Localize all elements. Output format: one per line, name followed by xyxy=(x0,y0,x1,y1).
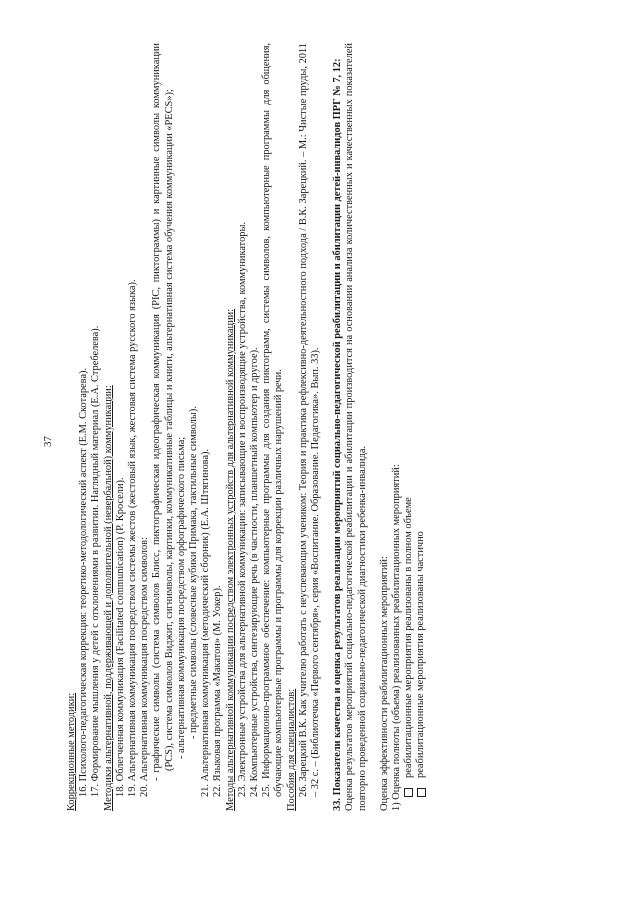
list-item-24: 24. Компьютерные устройства, синтезирующие речь (в частности, планшетный компьютер и другое). xyxy=(249,347,261,797)
list-item-22: 22. Языковая программа «Макатон» (М. Уокер). xyxy=(212,585,224,797)
checkbox-partial-label: реабилитационные мероприятия реализованы частично xyxy=(415,531,427,778)
list-item-25: 25. Информационно-программное обеспечение: компьютерные программы для создания пиктограмм, системы символов, компьютерные программы для общения, обучающие компьютерные программы и программы для коррекции различных нарушений речи. xyxy=(261,43,285,797)
checkbox-full[interactable] xyxy=(404,788,413,797)
list-item-17: 17. Формирование мышления у детей с отклонениями в развитии. Наглядный материал (Е.А. Стребелева). xyxy=(90,325,102,797)
checkbox-row-full xyxy=(403,43,415,811)
section-33-heading: 33. Показатели качества и оценка результатов реализации мероприятий социально-педагогической реабилитации и абилитации детей-инвалидов ПРГ № 7, 12: xyxy=(332,58,344,811)
completeness-item: 1) Оценка полноты (объема) реализованных реабилитационных мероприятий: xyxy=(391,464,403,811)
evaluation-paragraph: Оценка результатов мероприятий социально-педагогической реабилитации и абилитации производится на основании анализа количественных и качественных показателей повторно проведенной социально-педагогической диагностики ребенка-инвалида. xyxy=(344,43,368,811)
list-item-19: 19. Альтернативная коммуникация посредством системы жестов (жестовый язык, жестовая система русского языка). xyxy=(127,279,139,797)
list-item-23: 23. Электронные устройства для альтернативной коммуникации: записывающие и воспроизводящие устройства, коммуникаторы. xyxy=(236,221,248,797)
list-item-16: 16. Психолого-педагогическая коррекция: теоретико-методологический аспект (Е.М. Скотарева). xyxy=(78,367,90,797)
document-body xyxy=(66,43,428,811)
sub-item-graphic-symbols: - графические символы (система символов Блисс, пиктографическая идеографическая коммуникация (PIC, пиктограммы) и картинные символы коммуникации (PCS), система символов Виджит, сигнимволы, картинки, коммуникативные таблицы и книги, альтернативная система обучения коммуникации «PECS»); xyxy=(151,43,175,781)
list-item-20: 20. Альтернативная коммуникация посредством символов: xyxy=(139,537,151,797)
checkbox-partial[interactable] xyxy=(417,788,426,797)
sub-item-orthographic: - альтернативная коммуникация посредством орфографического письма; xyxy=(175,436,187,759)
section-heading-manuals: Пособия для специалистов: xyxy=(285,688,297,811)
section-heading-alternative: Методики альтернативной, поддерживающей и дополнительной (невербальной) коммуникации: xyxy=(102,385,114,811)
effectiveness-heading: Оценка эффективности реабилитационных мероприятий: xyxy=(378,556,390,811)
list-item-21: 21. Альтернативная коммуникация (методический сборник) (Е.А. Штягинова). xyxy=(200,448,212,797)
section-heading-electronic: Методы альтернативной коммуникации посредством электронных устройств для альтернативной коммуникации: xyxy=(224,308,236,811)
section-heading-correction: Коррекционные методики: xyxy=(66,692,77,811)
checkbox-full-label: реабилитационные мероприятия реализованы в полном объеме xyxy=(403,497,415,778)
sub-item-object-symbols: - предметные символы (словесные кубики Примака, тактильные символы). xyxy=(188,406,200,739)
page-number: 37 xyxy=(42,436,54,447)
list-item-26: 26. Зарецкий В.К. Как учителю работать с неуспевающим учеником: Теория и практика рефлексивно-деятельностного подхода / В.К. Зарецкий. – М.: Чистые пруды, 2011 – 32 с. – (Библиотечка «Первого сентября», серия «Воспитание. Образование. Педагогика». Вып. 33). xyxy=(297,43,322,797)
checkbox-row-partial xyxy=(415,43,427,811)
list-item-18: 18. Облегченная коммуникация (Facilitated communication) (Р. Кросели). xyxy=(114,477,126,797)
